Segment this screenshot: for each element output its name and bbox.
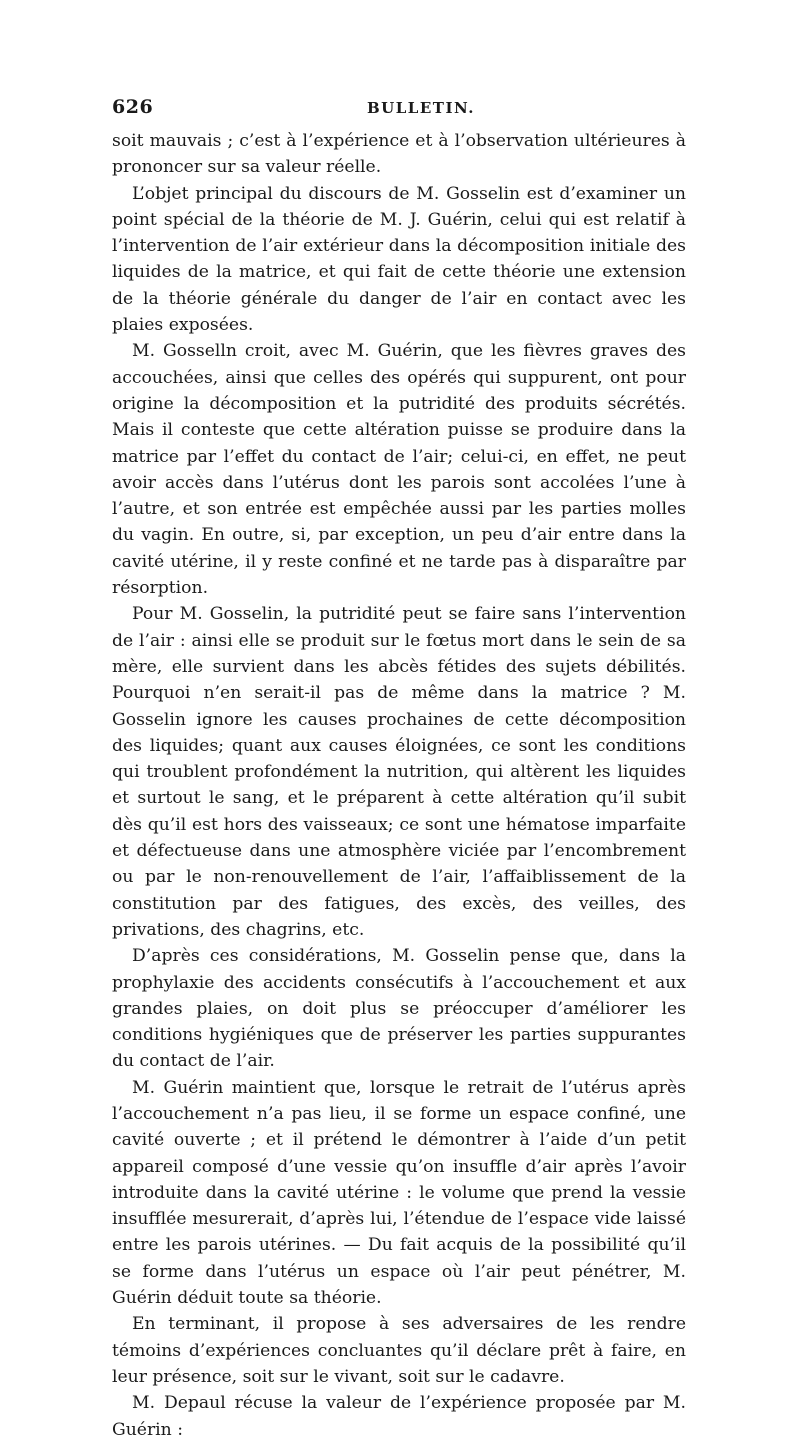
running-title: BULLETIN. <box>367 99 475 117</box>
paragraph-7: En terminant, il propose à ses adversaires de les rendre témoins d’expériences concluantes qu’il déclare prêt à faire, en leur présence, soit sur le vivant, soit sur le cadavre. <box>112 1314 686 1387</box>
page-number: 626 <box>112 96 154 118</box>
paragraph-4: Pour M. Gosselin, la putridité peut se faire sans l’intervention de l’air : ainsi elle se produit sur le fœtus mort dans le sein de sa mère, elle survient dans les abcès fétides des sujets débilités. Pourquoi n’en serait-il pas de même dans la matrice ? M. Gosselin ignore les causes prochaines de cette décomposition des liquides; quant aux causes éloignées, ce sont les conditions qui troublent profondément la nutrition, qui altèrent les liquides et surtout le sang, et le préparent à cette altération qu’il subit dès qu’il est hors des vaisseaux; ce sont une hématose imparfaite et défectueuse dans une atmosphère viciée par l’encombrement ou par le non-renouvellement de l’air, l’affaiblissement de la constitution par des fatigues, des excès, des veilles, des privations, des chagrins, etc. <box>112 604 686 940</box>
paragraph-1: soit mauvais ; c’est à l’expérience et à l’observation ultérieures à prononcer sur sa valeur réelle. <box>112 131 686 178</box>
paragraph-6: M. Guérin maintient que, lorsque le retrait de l’utérus après l’accouchement n’a pas lieu, il se forme un espace confiné, une cavité ouverte ; et il prétend le démontrer à l’aide d’un petit appareil composé d’une vessie qu’on insuffle d’air après l’avoir introduite dans la cavité utérine : le volume que prend la vessie insufflée mesurerait, d’après lui, l’étendue de l’espace vide laissé entre les parois utérines. — Du fait acquis de la possibilité qu’il se forme dans l’utérus un espace où l’air peut pénétrer, M. Guérin déduit toute sa théorie. <box>112 1077 686 1309</box>
running-header <box>112 96 686 124</box>
body-text <box>112 128 686 1443</box>
paragraph-3: M. Gosselln croit, avec M. Guérin, que les fièvres graves des accouchées, ainsi que celles des opérés qui suppurent, ont pour origine la décomposition et la putridité des produits sécrétés. Mais il conteste que cette altération puisse se produire dans la matrice par l’effet du contact de l’air; celui-ci, en effet, ne peut avoir accès dans l’utérus dont les parois sont accolées l’une à l’autre, et son entrée est empêchée aussi par les parties molles du vagin. En outre, si, par exception, un peu d’air entre dans la cavité utérine, il y reste confiné et ne tarde pas à disparaître par résorption. <box>112 341 686 599</box>
paragraph-2: L’objet principal du discours de M. Gosselin est d’examiner un point spécial de la théorie de M. J. Guérin, celui qui est relatif à l’intervention de l’air extérieur dans la décomposition initiale des liquides de la matrice, et qui fait de cette théorie une extension de la théorie générale du danger de l’air en contact avec les plaies exposées. <box>112 183 686 336</box>
paragraph-5: D’après ces considérations, M. Gosselin pense que, dans la prophylaxie des accidents consécutifs à l’accouchement et aux grandes plaies, on doit plus se préoccuper d’améliorer les conditions hygiéniques que de préserver les parties suppurantes du contact de l’air. <box>112 946 686 1072</box>
paragraph-8: M. Depaul récuse la valeur de l’expérience proposée par M. Guérin : <box>112 1393 686 1440</box>
document-page <box>112 96 686 1443</box>
